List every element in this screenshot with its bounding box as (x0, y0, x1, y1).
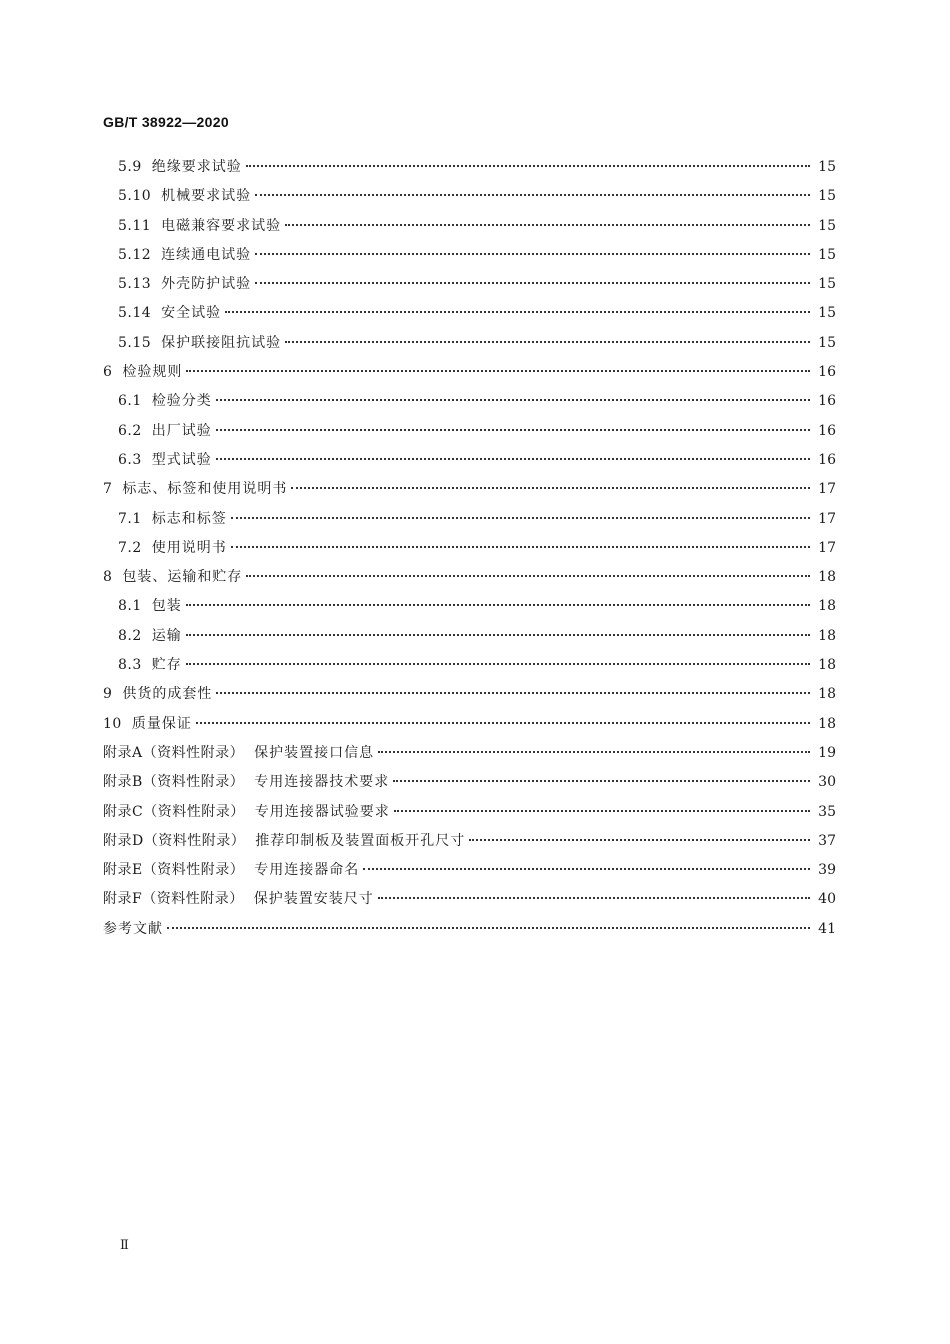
toc-dot-leader (167, 927, 810, 929)
toc-entry-number: 5.10 (118, 188, 152, 205)
toc-entry-title: 保护联接阻抗试验 (161, 334, 282, 351)
toc-entry-page: 15 (818, 276, 836, 293)
toc-dot-leader (378, 897, 810, 899)
toc-entry[interactable] (103, 212, 836, 241)
toc-entry[interactable] (103, 534, 836, 563)
toc-entry-page: 39 (818, 862, 836, 879)
toc-entry-number: 5.12 (118, 246, 152, 263)
toc-entry-title: 外壳防护试验 (161, 276, 252, 293)
toc-entry-title: 标志、标签和使用说明书 (122, 481, 288, 498)
toc-dot-leader (291, 487, 810, 489)
toc-entry-title: 推荐印制板及装置面板开孔尺寸 (255, 832, 466, 849)
toc-entry-page: 35 (818, 803, 836, 820)
toc-entry-number: 附录F（资料性附录） (103, 891, 244, 908)
toc-dot-leader (378, 751, 810, 753)
toc-entry-number: 5.14 (118, 305, 152, 322)
toc-entry-title: 保护装置安装尺寸 (253, 891, 374, 908)
toc-entry-title: 包装、运输和贮存 (122, 569, 243, 586)
toc-dot-leader (186, 604, 810, 606)
toc-entry-number: 6.3 (118, 451, 142, 468)
toc-entry[interactable] (103, 710, 836, 739)
toc-entry-number: 6.1 (118, 393, 142, 410)
toc-entry[interactable] (103, 475, 836, 504)
toc-entry-title: 检验规则 (122, 364, 183, 381)
toc-entry[interactable] (103, 241, 836, 270)
toc-dot-leader (393, 780, 810, 782)
toc-entry-number: 9 (103, 686, 113, 703)
toc-dot-leader (255, 282, 810, 284)
toc-entry-page: 19 (818, 744, 836, 761)
toc-dot-leader (225, 311, 810, 313)
toc-entry[interactable] (103, 622, 836, 651)
toc-dot-leader (255, 253, 810, 255)
toc-dot-leader (216, 458, 810, 460)
toc-dot-leader (216, 429, 810, 431)
toc-entry-title: 保护装置接口信息 (254, 744, 375, 761)
toc-entry[interactable] (103, 358, 836, 387)
toc-entry-page: 15 (818, 305, 836, 322)
toc-entry-number: 7.1 (118, 510, 142, 527)
toc-entry-number: 5.9 (118, 159, 142, 175)
toc-dot-leader (231, 546, 810, 548)
toc-entry-title: 专用连接器命名 (254, 862, 360, 879)
toc-entry[interactable] (103, 592, 836, 621)
toc-entry-title: 机械要求试验 (161, 188, 252, 205)
toc-entry-title: 出厂试验 (151, 422, 212, 439)
toc-entry[interactable] (103, 651, 836, 680)
toc-entry-page: 15 (818, 334, 836, 351)
toc-entry-title: 型式试验 (151, 451, 212, 468)
toc-entry-number: 6 (103, 364, 113, 381)
toc-entry-number: 6.2 (118, 422, 142, 439)
toc-entry-title: 电磁兼容要求试验 (161, 217, 282, 234)
toc-entry-number: 附录C（资料性附录） (103, 803, 245, 820)
toc-entry-title: 专用连接器技术要求 (254, 774, 390, 791)
toc-entry[interactable] (103, 915, 836, 944)
toc-entry-title: 供货的成套性 (122, 686, 213, 703)
toc-entry[interactable] (103, 563, 836, 592)
toc-dot-leader (196, 722, 810, 724)
toc-entry[interactable] (103, 387, 836, 416)
toc-entry-number: 5.11 (118, 217, 152, 234)
toc-entry-title: 运输 (151, 627, 182, 644)
toc-entry[interactable] (103, 739, 836, 768)
toc-entry-number: 附录E（资料性附录） (103, 862, 245, 879)
toc-entry-number: 8.2 (118, 627, 142, 644)
toc-entry[interactable] (103, 153, 836, 182)
toc-entry-number: 8.1 (118, 598, 142, 615)
toc-entry-number: 5.13 (118, 276, 152, 293)
toc-entry-page: 18 (818, 657, 836, 674)
toc-entry-page: 37 (818, 832, 836, 849)
toc-entry-title: 绝缘要求试验 (151, 159, 242, 175)
standard-code-header: GB/T 38922—2020 (103, 114, 229, 130)
toc-entry-title: 连续通电试验 (161, 246, 252, 263)
toc-entry[interactable] (103, 768, 836, 797)
toc-entry-page: 17 (818, 510, 836, 527)
toc-entry-title: 标志和标签 (151, 510, 227, 527)
toc-dot-leader (285, 224, 810, 226)
toc-dot-leader (216, 692, 810, 694)
toc-entry-page: 41 (818, 920, 836, 937)
toc-entry-title: 包装 (151, 598, 182, 615)
toc-entry-page: 30 (818, 774, 836, 791)
toc-entry-number: 附录B（资料性附录） (103, 774, 245, 791)
toc-entry-page: 16 (818, 364, 836, 381)
toc-dot-leader (246, 575, 810, 577)
toc-entry[interactable] (103, 827, 836, 856)
toc-entry-title: 检验分类 (151, 393, 212, 410)
toc-entry-page: 17 (818, 481, 836, 498)
toc-dot-leader (285, 341, 810, 343)
toc-entry-page: 16 (818, 393, 836, 410)
toc-dot-leader (255, 194, 810, 196)
toc-entry-page: 17 (818, 539, 836, 556)
toc-entry-page: 15 (818, 188, 836, 205)
toc-entry[interactable] (103, 885, 836, 914)
toc-entry-page: 16 (818, 451, 836, 468)
toc-entry-number: 附录A（资料性附录） (103, 744, 245, 761)
toc-dot-leader (394, 810, 810, 812)
page-number: Ⅱ (120, 1238, 129, 1253)
toc-entry-number: 8 (103, 569, 113, 586)
toc-entry[interactable] (103, 270, 836, 299)
toc-dot-leader (469, 839, 810, 841)
toc-entry-page: 16 (818, 422, 836, 439)
toc-dot-leader (186, 634, 810, 636)
toc-entry-number: 7 (103, 481, 113, 498)
toc-dot-leader (216, 399, 810, 401)
toc-entry[interactable] (103, 299, 836, 328)
toc-entry-title: 参考文献 (103, 920, 163, 937)
toc-dot-leader (231, 517, 810, 519)
toc-entry-page: 40 (818, 891, 836, 908)
toc-entry-page: 18 (818, 686, 836, 703)
toc-entry-page: 18 (818, 627, 836, 644)
toc-dot-leader (186, 663, 810, 665)
toc-entry-number: 附录D（资料性附录） (103, 832, 246, 849)
toc-dot-leader (186, 370, 810, 372)
toc-entry[interactable] (103, 798, 836, 827)
toc-entry[interactable] (103, 182, 836, 211)
toc-entry-title: 质量保证 (131, 715, 192, 732)
toc-entry-title: 贮存 (151, 657, 182, 674)
toc-entry[interactable] (103, 417, 836, 446)
toc-entry[interactable] (103, 856, 836, 885)
toc-entry[interactable] (103, 505, 836, 534)
toc-entry-number: 8.3 (118, 657, 142, 674)
toc-entry-page: 18 (818, 598, 836, 615)
toc-dot-leader (246, 165, 810, 167)
toc-entry-number: 5.15 (118, 334, 152, 351)
toc-entry-title: 专用连接器试验要求 (254, 803, 390, 820)
toc-entry-page: 15 (818, 217, 836, 234)
toc-entry-page: 18 (818, 715, 836, 732)
toc-entry-title: 安全试验 (161, 305, 222, 322)
toc-entry-number: 7.2 (118, 539, 142, 556)
toc-dot-leader (363, 868, 810, 870)
toc-entry-page: 15 (818, 246, 836, 263)
toc-entry[interactable] (103, 680, 836, 709)
toc-entry-number: 10 (103, 715, 122, 732)
table-of-contents (103, 153, 836, 944)
toc-entry[interactable] (103, 329, 836, 358)
toc-entry-page: 15 (818, 159, 836, 175)
toc-entry-page: 18 (818, 569, 836, 586)
toc-entry-title: 使用说明书 (151, 539, 227, 556)
toc-entry[interactable] (103, 446, 836, 475)
